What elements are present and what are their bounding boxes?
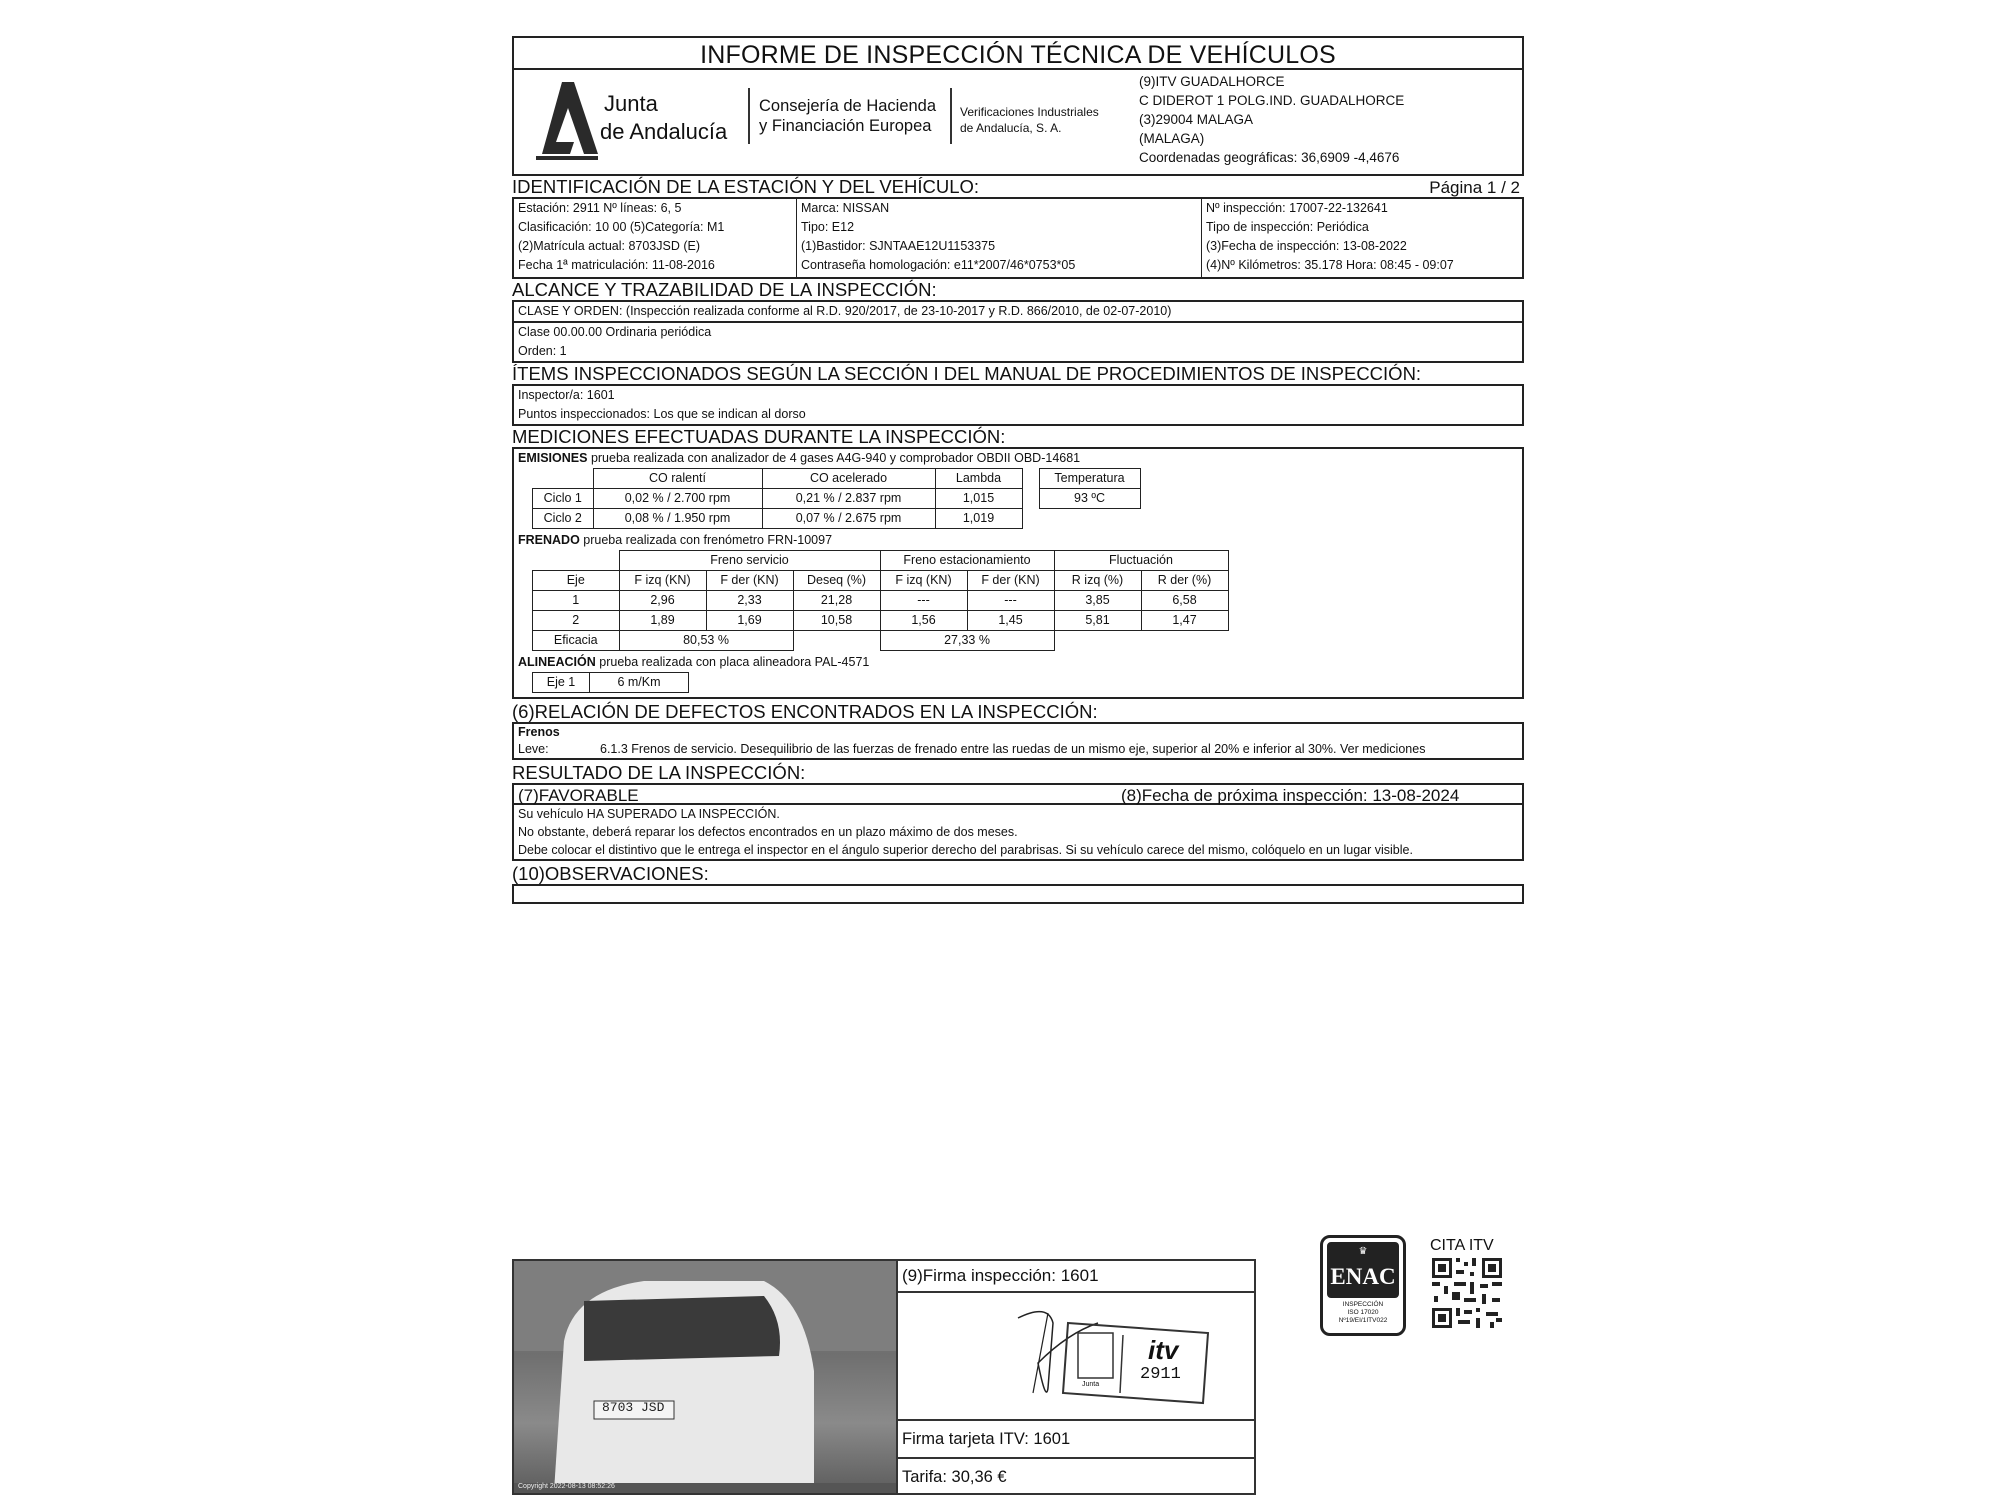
station-column [514,199,797,277]
orden-line: Orden: 1 [518,344,567,358]
cell: 1,89 [619,611,706,631]
cell: 5,81 [1054,611,1141,631]
cell: 0,21 % / 2.837 rpm [762,489,935,509]
firma-inspeccion: (9)Firma inspección: 1601 [898,1261,1254,1293]
cell: 1,45 [967,611,1054,631]
eficacia-estacionamiento: 27,33 % [880,631,1054,651]
section-identificacion-heading [512,176,1524,197]
header-cell: Temperatura [1039,469,1140,489]
firma-tarjeta: Firma tarjeta ITV: 1601 [898,1421,1254,1459]
header-cell: Deseq (%) [793,571,880,591]
header-cell: F der (KN) [967,571,1054,591]
alineacion-caption [518,653,1518,672]
emisiones-table [532,468,1023,529]
alineacion-table [532,672,689,693]
defect-group: Frenos [518,725,560,739]
itv-station-info [1139,70,1522,174]
cita-itv-qr-icon[interactable] [1430,1256,1504,1330]
cell: 93 ºC [1039,489,1140,509]
id-line: Tipo de inspección: Periódica [1206,220,1369,234]
cell: 1,015 [935,489,1022,509]
itv-line: (9)ITV GUADALHORCE [1139,74,1285,89]
defect-level: Leve: [518,742,549,756]
qr-code-icon [1430,1256,1504,1330]
cell: 6 m/Km [590,673,689,693]
id-line: Contraseña homologación: e11*2007/46*0753*05 [801,258,1076,272]
empty-cell [793,631,880,651]
resultado-line: No obstante, deberá reparar los defectos encontrados en un plazo máximo de dos meses. [518,825,1018,839]
id-line: Fecha 1ª matriculación: 11-08-2016 [518,258,715,272]
clase-box [512,323,1524,363]
clase-orden-box: CLASE Y ORDEN: (Inspección realizada conforme al R.D. 920/2017, de 23-10-2017 y R.D. 866/2010, de 02-07-2010) [512,300,1524,323]
enac-logo [1320,1235,1406,1336]
defect-text: 6.1.3 Frenos de servicio. Desequilibrio de las fuerzas de frenado entre las ruedas de un mismo eje, superior al 20% e inferior al 30%. Ver mediciones [600,742,1426,756]
empty-cell [1141,631,1228,651]
signature-stamp-icon [898,1293,1254,1419]
stamp-number: 2911 [1140,1365,1181,1384]
header-cell: F izq (KN) [619,571,706,591]
id-line: Nº inspección: 17007-22-132641 [1206,201,1388,215]
enac-line: INSPECCIÓN [1342,1301,1384,1308]
section-mediciones-heading: MEDICIONES EFECTUADAS DURANTE LA INSPECCIÓN: [512,426,1006,447]
empty-cell [533,469,594,489]
cell: --- [967,591,1054,611]
car-photo-icon [514,1261,896,1493]
enac-text: ENAC [1330,1264,1396,1289]
logo-area [514,70,1139,174]
enac-line: ISO 17020 [1347,1309,1379,1316]
emisiones-desc: prueba realizada con analizador de 4 gases A4G-940 y comprobador OBDII OBD-14681 [587,451,1081,465]
enac-line: Nº19/EI/1ITV022 [1338,1317,1388,1324]
id-line: (3)Fecha de inspección: 13-08-2022 [1206,239,1407,253]
divider [748,88,750,144]
mediciones-box [512,447,1524,699]
eficacia-label: Eficacia [533,631,620,651]
section-observaciones-heading: (10)OBSERVACIONES: [512,863,709,884]
section-resultado-heading: RESULTADO DE LA INSPECCIÓN: [512,762,806,783]
inspector-line: Inspector/a: 1601 [518,388,615,402]
cell: 0,02 % / 2.700 rpm [593,489,762,509]
frenado-desc: prueba realizada con frenómetro FRN-10097 [579,533,833,547]
tarifa: Tarifa: 30,36 € [902,1468,1007,1486]
itv-line: C DIDEROT 1 POLG.IND. GUADALHORCE [1139,93,1405,108]
license-plate: 8703 JSD [602,1400,665,1415]
frenado-caption [518,531,1518,550]
stamp-itv: itv [1148,1335,1179,1365]
header-cell: F izq (KN) [880,571,967,591]
cell: 2,33 [706,591,793,611]
section-alcance-heading: ALCANCE Y TRAZABILIDAD DE LA INSPECCIÓN: [512,279,937,300]
cell: Eje 1 [533,673,590,693]
enac-cert [1323,1301,1403,1325]
page-number: Página 1 / 2 [1429,178,1520,197]
signature-area [898,1293,1254,1421]
empty-cell [1054,631,1141,651]
consejeria-line2: y Financiación Europea [759,117,932,135]
group-cell: Fluctuación [1054,551,1228,571]
cell: 3,85 [1054,591,1141,611]
cell: 1,56 [880,611,967,631]
next-inspection: (8)Fecha de próxima inspección: 13-08-2024 [1121,786,1460,805]
frenado-table [532,550,1229,651]
cell: Ciclo 2 [533,509,594,529]
header-cell: CO acelerado [762,469,935,489]
resultado-line: Su vehículo HA SUPERADO LA INSPECCIÓN. [518,807,780,821]
empty-cell [533,551,620,571]
cell: 2 [533,611,620,631]
junta-andalucia-logo-icon [532,82,602,160]
verif-line2: de Andalucía, S. A. [960,121,1062,135]
itv-line: Coordenadas geográficas: 36,6909 -4,4676 [1139,150,1400,165]
stamp-junta: Junta [1082,1381,1100,1388]
crown-icon: ♛ [1358,1246,1368,1257]
vehicle-column [797,199,1202,277]
enac-badge [1327,1242,1399,1298]
consejeria-line1: Consejería de Hacienda [759,97,937,115]
defectos-box [512,722,1524,760]
section-items-heading: ÍTEMS INSPECCIONADOS SEGÚN LA SECCIÓN I DEL MANUAL DE PROCEDIMIENTOS DE INSPECCIÓN: [512,363,1422,384]
id-line: Marca: NISSAN [801,201,890,215]
cell: 1,019 [935,509,1022,529]
emisiones-label: EMISIONES [518,451,588,465]
header-cell: CO ralentí [593,469,762,489]
inspection-column [1202,199,1522,277]
id-line: Estación: 2911 Nº líneas: 6, 5 [518,201,682,215]
identificacion-box [512,197,1524,279]
id-line: Tipo: E12 [801,220,855,234]
report-title: INFORME DE INSPECCIÓN TÉCNICA DE VEHÍCULOS [512,36,1524,70]
verdict: (7)FAVORABLE [518,786,639,805]
items-box [512,384,1524,426]
cell: --- [880,591,967,611]
alineacion-label: ALINEACIÓN [518,655,596,669]
cell: Ciclo 1 [533,489,594,509]
resultado-line: Debe colocar el distintivo que le entrega el inspector en el ángulo superior derecho del parabrisas. Si su vehículo carece del mismo, colóquelo en un lugar visible. [518,843,1413,857]
junta-line1: Junta [604,91,658,116]
itv-line: (3)29004 MALAGA [1139,112,1254,127]
header-cell: Eje [533,571,620,591]
cell: 0,08 % / 1.950 rpm [593,509,762,529]
group-cell: Freno estacionamiento [880,551,1054,571]
verif-line1: Verificaciones Industriales [960,105,1099,119]
id-line: Clasificación: 10 00 (5)Categoría: M1 [518,220,725,234]
heading-text: IDENTIFICACIÓN DE LA ESTACIÓN Y DEL VEHÍCULO: [512,176,980,197]
header-cell: R der (%) [1141,571,1228,591]
observaciones-box [512,884,1524,904]
id-line: (2)Matrícula actual: 8703JSD (E) [518,239,701,253]
eficacia-servicio: 80,53 % [619,631,793,651]
puntos-line: Puntos inspeccionados: Los que se indican al dorso [518,407,806,421]
vehicle-photo [512,1259,898,1495]
header-cell: Lambda [935,469,1022,489]
cell: 6,58 [1141,591,1228,611]
verdict-box [512,783,1524,805]
header-cell: R izq (%) [1054,571,1141,591]
cell: 1 [533,591,620,611]
junta-line2: de Andalucía [600,119,728,144]
cell: 1,69 [706,611,793,631]
signature-box [896,1259,1256,1495]
divider [950,88,952,144]
id-line: (1)Bastidor: SJNTAAE12U1153375 [801,239,996,253]
temperatura-table [1039,468,1141,509]
emisiones-caption [518,449,1518,468]
itv-line: (MALAGA) [1139,131,1205,146]
inspection-report [512,36,1524,904]
resultado-box [512,805,1524,861]
cell: 10,58 [793,611,880,631]
id-line: (4)Nº Kilómetros: 35.178 Hora: 08:45 - 09:07 [1206,258,1454,272]
cell: 21,28 [793,591,880,611]
group-cell: Freno servicio [619,551,880,571]
cell: 0,07 % / 2.675 rpm [762,509,935,529]
clase-line: Clase 00.00.00 Ordinaria periódica [518,325,712,339]
report-header [512,70,1524,176]
cita-itv-label: CITA ITV [1430,1237,1494,1254]
photo-caption: Copyright 2022-08-13 08:52:26 [518,1483,615,1490]
section-defectos-heading: (6)RELACIÓN DE DEFECTOS ENCONTRADOS EN LA INSPECCIÓN: [512,701,1098,722]
cell: 1,47 [1141,611,1228,631]
frenado-label: FRENADO [518,533,580,547]
cell: 2,96 [619,591,706,611]
alineacion-desc: prueba realizada con placa alineadora PAL-4571 [595,655,870,669]
header-cell: F der (KN) [706,571,793,591]
